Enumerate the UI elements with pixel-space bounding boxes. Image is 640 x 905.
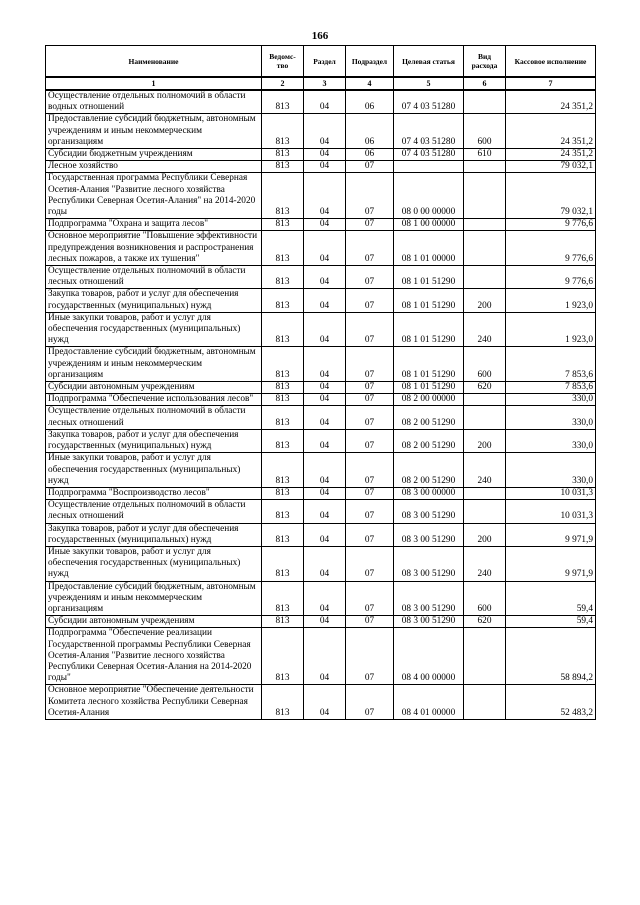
row-dept: 813 <box>262 453 304 488</box>
row-name: Подпрограмма "Обеспечение использования лесов" <box>46 394 262 406</box>
row-section: 04 <box>304 616 346 628</box>
row-target: 08 4 01 00000 <box>394 685 464 720</box>
row-expense-type: 240 <box>464 312 506 347</box>
column-number: 4 <box>346 77 394 90</box>
row-section: 04 <box>304 581 346 616</box>
row-expense-type: 610 <box>464 149 506 161</box>
row-section: 04 <box>304 453 346 488</box>
row-section: 04 <box>304 114 346 149</box>
row-dept: 813 <box>262 581 304 616</box>
row-section: 04 <box>304 406 346 429</box>
row-amount: 9 971,9 <box>506 546 596 581</box>
table-row <box>46 546 596 581</box>
row-expense-type <box>464 394 506 406</box>
row-name: Осуществление отдельных полномочий в области водных отношений <box>46 90 262 114</box>
row-section: 04 <box>304 546 346 581</box>
row-amount: 9 971,9 <box>506 523 596 546</box>
header-name: Наименование <box>46 46 262 78</box>
row-amount: 24 351,2 <box>506 114 596 149</box>
row-dept: 813 <box>262 161 304 173</box>
row-subsection: 07 <box>346 546 394 581</box>
row-expense-type <box>464 173 506 219</box>
row-target: 08 2 00 00000 <box>394 394 464 406</box>
row-dept: 813 <box>262 685 304 720</box>
row-name: Закупка товаров, работ и услуг для обеспечения государственных (муниципальных) нужд <box>46 523 262 546</box>
row-section: 04 <box>304 628 346 685</box>
row-amount: 10 031,3 <box>506 500 596 523</box>
row-amount: 59,4 <box>506 581 596 616</box>
row-dept: 813 <box>262 500 304 523</box>
header-row <box>46 46 596 78</box>
table-row <box>46 231 596 266</box>
row-subsection: 07 <box>346 289 394 312</box>
table-row <box>46 312 596 347</box>
row-subsection: 07 <box>346 219 394 231</box>
row-target: 07 4 03 51280 <box>394 114 464 149</box>
table-row <box>46 219 596 231</box>
table-row <box>46 266 596 289</box>
row-section: 04 <box>304 685 346 720</box>
row-amount: 59,4 <box>506 616 596 628</box>
row-amount: 9 776,6 <box>506 231 596 266</box>
row-amount: 330,0 <box>506 406 596 429</box>
table-row <box>46 114 596 149</box>
row-amount: 330,0 <box>506 394 596 406</box>
table-row <box>46 628 596 685</box>
table-row <box>46 453 596 488</box>
row-dept: 813 <box>262 487 304 499</box>
column-number: 1 <box>46 77 262 90</box>
table-row <box>46 173 596 219</box>
page-number: 166 <box>311 30 329 42</box>
column-number: 3 <box>304 77 346 90</box>
row-amount: 10 031,3 <box>506 487 596 499</box>
row-name: Субсидии автономным учреждениям <box>46 382 262 394</box>
row-name: Закупка товаров, работ и услуг для обеспечения государственных (муниципальных) нужд <box>46 289 262 312</box>
row-amount: 52 483,2 <box>506 685 596 720</box>
row-expense-type <box>464 231 506 266</box>
row-expense-type: 620 <box>464 382 506 394</box>
row-target: 08 4 00 00000 <box>394 628 464 685</box>
row-expense-type <box>464 500 506 523</box>
header-subsection: Подраздел <box>346 46 394 78</box>
row-dept: 813 <box>262 523 304 546</box>
row-amount: 9 776,6 <box>506 219 596 231</box>
row-subsection: 07 <box>346 406 394 429</box>
row-target: 08 0 00 00000 <box>394 173 464 219</box>
row-section: 04 <box>304 523 346 546</box>
row-dept: 813 <box>262 406 304 429</box>
column-number: 7 <box>506 77 596 90</box>
row-name: Иные закупки товаров, работ и услуг для обеспечения государственных (муниципальных) нужд <box>46 312 262 347</box>
table-row <box>46 429 596 452</box>
row-section: 04 <box>304 173 346 219</box>
row-target: 08 3 00 51290 <box>394 523 464 546</box>
row-target: 08 1 01 51290 <box>394 312 464 347</box>
table-row <box>46 523 596 546</box>
row-expense-type: 200 <box>464 429 506 452</box>
row-section: 04 <box>304 394 346 406</box>
table-row <box>46 581 596 616</box>
row-subsection: 07 <box>346 382 394 394</box>
budget-table <box>45 45 596 720</box>
column-number-row <box>46 77 596 90</box>
table-row <box>46 406 596 429</box>
row-subsection: 07 <box>346 266 394 289</box>
row-expense-type <box>464 161 506 173</box>
header-target: Целевая статья <box>394 46 464 78</box>
row-name: Иные закупки товаров, работ и услуг для обеспечения государственных (муниципальных) нужд <box>46 453 262 488</box>
table-row <box>46 616 596 628</box>
row-subsection: 07 <box>346 453 394 488</box>
row-expense-type: 240 <box>464 453 506 488</box>
table-row <box>46 382 596 394</box>
row-section: 04 <box>304 90 346 114</box>
row-expense-type <box>464 487 506 499</box>
row-name: Иные закупки товаров, работ и услуг для обеспечения государственных (муниципальных) нужд <box>46 546 262 581</box>
row-expense-type <box>464 266 506 289</box>
row-subsection: 07 <box>346 347 394 382</box>
row-dept: 813 <box>262 114 304 149</box>
row-section: 04 <box>304 429 346 452</box>
row-section: 04 <box>304 500 346 523</box>
row-expense-type: 600 <box>464 114 506 149</box>
row-dept: 813 <box>262 347 304 382</box>
row-name: Осуществление отдельных полномочий в области лесных отношений <box>46 406 262 429</box>
row-target: 08 1 01 00000 <box>394 231 464 266</box>
row-expense-type: 240 <box>464 546 506 581</box>
row-expense-type: 620 <box>464 616 506 628</box>
row-target: 08 2 00 51290 <box>394 453 464 488</box>
row-dept: 813 <box>262 266 304 289</box>
table-row <box>46 161 596 173</box>
row-expense-type <box>464 628 506 685</box>
row-subsection: 07 <box>346 628 394 685</box>
row-expense-type: 200 <box>464 523 506 546</box>
header-expense-type: Вид расхода <box>464 46 506 78</box>
row-subsection: 07 <box>346 581 394 616</box>
row-amount: 330,0 <box>506 453 596 488</box>
row-subsection: 07 <box>346 161 394 173</box>
row-subsection: 07 <box>346 394 394 406</box>
row-target: 08 3 00 51290 <box>394 616 464 628</box>
row-subsection: 06 <box>346 149 394 161</box>
row-target: 08 3 00 00000 <box>394 487 464 499</box>
row-dept: 813 <box>262 312 304 347</box>
row-dept: 813 <box>262 616 304 628</box>
column-number: 5 <box>394 77 464 90</box>
row-dept: 813 <box>262 628 304 685</box>
row-dept: 813 <box>262 231 304 266</box>
row-expense-type: 600 <box>464 347 506 382</box>
row-amount: 79 032,1 <box>506 161 596 173</box>
table-row <box>46 394 596 406</box>
row-name: Подпрограмма "Воспроизводство лесов" <box>46 487 262 499</box>
row-expense-type: 200 <box>464 289 506 312</box>
row-amount: 330,0 <box>506 429 596 452</box>
row-dept: 813 <box>262 289 304 312</box>
row-amount: 79 032,1 <box>506 173 596 219</box>
row-name: Подпрограмма "Обеспечение реализации Государственной программы Республики Северная Осетия-Алания "Развитие лесного хозяйства Республики Северная Осетия-Алания на 2014-2020 годы" <box>46 628 262 685</box>
row-subsection: 07 <box>346 312 394 347</box>
row-expense-type: 600 <box>464 581 506 616</box>
row-target <box>394 161 464 173</box>
row-section: 04 <box>304 266 346 289</box>
row-amount: 24 351,2 <box>506 90 596 114</box>
row-name: Подпрограмма "Охрана и защита лесов" <box>46 219 262 231</box>
table-row <box>46 149 596 161</box>
row-name: Основное мероприятие "Повышение эффективности предупреждения возникновения и распространения лесных пожаров, а также их тушения" <box>46 231 262 266</box>
row-expense-type <box>464 406 506 429</box>
row-subsection: 06 <box>346 114 394 149</box>
row-section: 04 <box>304 312 346 347</box>
row-name: Лесное хозяйство <box>46 161 262 173</box>
row-name: Государственная программа Республики Северная Осетия-Алания "Развитие лесного хозяйства Республики Северная Осетия-Алания" на 2014-2020 годы <box>46 173 262 219</box>
row-target: 07 4 03 51280 <box>394 90 464 114</box>
row-section: 04 <box>304 487 346 499</box>
row-target: 08 3 00 51290 <box>394 581 464 616</box>
table-row <box>46 90 596 114</box>
row-target: 08 3 00 51290 <box>394 546 464 581</box>
row-name: Субсидии бюджетным учреждениям <box>46 149 262 161</box>
row-amount: 1 923,0 <box>506 289 596 312</box>
column-number: 2 <box>262 77 304 90</box>
row-amount: 24 351,2 <box>506 149 596 161</box>
table-row <box>46 500 596 523</box>
row-subsection: 07 <box>346 231 394 266</box>
row-expense-type <box>464 90 506 114</box>
table-body <box>46 90 596 719</box>
column-number: 6 <box>464 77 506 90</box>
row-section: 04 <box>304 219 346 231</box>
row-name: Предоставление субсидий бюджетным, автономным учреждениям и иным некоммерческим организациям <box>46 581 262 616</box>
row-name: Осуществление отдельных полномочий в области лесных отношений <box>46 500 262 523</box>
row-amount: 7 853,6 <box>506 347 596 382</box>
row-target: 08 2 00 51290 <box>394 429 464 452</box>
row-subsection: 07 <box>346 173 394 219</box>
row-name: Предоставление субсидий бюджетным, автономным учреждениям и иным некоммерческим организациям <box>46 347 262 382</box>
row-target: 08 1 01 51290 <box>394 382 464 394</box>
row-target: 08 1 00 00000 <box>394 219 464 231</box>
row-name: Основное мероприятие "Обеспечение деятельности Комитета лесного хозяйства Республики Северная Осетия-Алания <box>46 685 262 720</box>
row-target: 08 2 00 51290 <box>394 406 464 429</box>
row-subsection: 07 <box>346 616 394 628</box>
row-dept: 813 <box>262 219 304 231</box>
table-row <box>46 289 596 312</box>
row-dept: 813 <box>262 394 304 406</box>
header-section: Раздел <box>304 46 346 78</box>
row-name: Субсидии автономным учреждениям <box>46 616 262 628</box>
row-expense-type <box>464 685 506 720</box>
row-subsection: 07 <box>346 487 394 499</box>
row-target: 08 1 01 51290 <box>394 266 464 289</box>
row-subsection: 07 <box>346 500 394 523</box>
row-amount: 9 776,6 <box>506 266 596 289</box>
row-amount: 58 894,2 <box>506 628 596 685</box>
row-target: 08 1 01 51290 <box>394 289 464 312</box>
table-row <box>46 685 596 720</box>
row-name: Закупка товаров, работ и услуг для обеспечения государственных (муниципальных) нужд <box>46 429 262 452</box>
row-dept: 813 <box>262 173 304 219</box>
row-section: 04 <box>304 161 346 173</box>
table-row <box>46 487 596 499</box>
row-subsection: 06 <box>346 90 394 114</box>
row-subsection: 07 <box>346 685 394 720</box>
row-subsection: 07 <box>346 523 394 546</box>
header-amount: Кассовое исполнение <box>506 46 596 78</box>
row-target: 08 1 01 51290 <box>394 347 464 382</box>
row-expense-type <box>464 219 506 231</box>
row-name: Предоставление субсидий бюджетным, автономным учреждениям и иным некоммерческим организациям <box>46 114 262 149</box>
row-section: 04 <box>304 231 346 266</box>
row-name: Осуществление отдельных полномочий в области лесных отношений <box>46 266 262 289</box>
row-section: 04 <box>304 289 346 312</box>
row-subsection: 07 <box>346 429 394 452</box>
row-target: 08 3 00 51290 <box>394 500 464 523</box>
row-amount: 1 923,0 <box>506 312 596 347</box>
row-section: 04 <box>304 149 346 161</box>
row-amount: 7 853,6 <box>506 382 596 394</box>
row-dept: 813 <box>262 546 304 581</box>
row-dept: 813 <box>262 149 304 161</box>
header-dept: Ведомс-тво <box>262 46 304 78</box>
row-dept: 813 <box>262 90 304 114</box>
row-dept: 813 <box>262 429 304 452</box>
row-target: 07 4 03 51280 <box>394 149 464 161</box>
table-row <box>46 347 596 382</box>
row-section: 04 <box>304 382 346 394</box>
row-dept: 813 <box>262 382 304 394</box>
row-section: 04 <box>304 347 346 382</box>
